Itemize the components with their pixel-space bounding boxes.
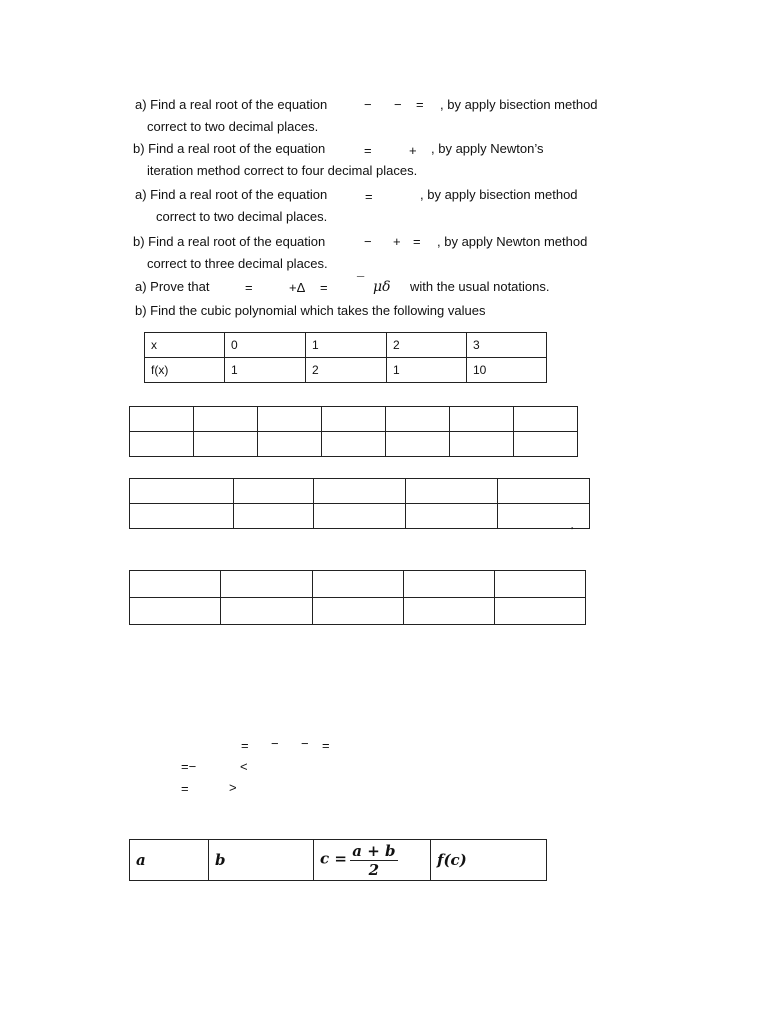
table-cell xyxy=(314,479,406,504)
fraction xyxy=(350,842,397,879)
q3a-text: a) Prove that xyxy=(135,279,210,294)
q2a-sym-1: = xyxy=(365,189,373,204)
table-cell: x xyxy=(145,333,225,358)
q1b-text: b) Find a real root of the equation xyxy=(133,141,326,156)
q2a-cont: correct to two decimal places. xyxy=(156,209,328,224)
table-cell xyxy=(313,571,404,598)
q3a-sym-3: = xyxy=(320,280,328,295)
q2b-sym-1: − xyxy=(364,234,372,249)
table-cell xyxy=(322,407,386,432)
q1b-sym-1: = xyxy=(364,143,372,158)
table-cell xyxy=(514,407,578,432)
cond2-sym-2: < xyxy=(240,759,248,774)
table-cell xyxy=(498,479,590,504)
table-row xyxy=(130,598,586,625)
q3a-tail: with the usual notations. xyxy=(410,279,550,294)
table-cell xyxy=(495,571,586,598)
header-a-label: a xyxy=(136,851,146,869)
q2a-tail: , by apply bisection method xyxy=(420,187,578,202)
table-cell: 1 xyxy=(225,358,306,383)
table-cell xyxy=(130,407,194,432)
table-cell xyxy=(450,432,514,457)
header-fc xyxy=(431,840,547,881)
q2b-text: b) Find a real root of the equation xyxy=(133,234,326,249)
table-cell: f(x) xyxy=(145,358,225,383)
table-cell: 2 xyxy=(306,358,387,383)
cond1-sym-3: − xyxy=(301,736,309,751)
table-cell xyxy=(130,504,234,529)
table-cell xyxy=(234,479,314,504)
empty-table-3 xyxy=(129,570,586,625)
q3a-sym-1: = xyxy=(245,280,253,295)
cond3-sym-2: > xyxy=(229,780,237,795)
table-cell: 1 xyxy=(306,333,387,358)
table-cell xyxy=(404,571,495,598)
table-cell: 2 xyxy=(387,333,467,358)
fraction-numerator: a + b xyxy=(352,841,396,860)
q2b-cont: correct to three decimal places. xyxy=(147,256,328,271)
fraction-denominator: 2 xyxy=(368,860,380,879)
header-a xyxy=(130,840,209,881)
values-table xyxy=(144,332,547,383)
table-cell xyxy=(258,432,322,457)
header-c-label: c = xyxy=(320,849,347,868)
stray-mark: ’ xyxy=(571,526,574,537)
table-cell xyxy=(258,407,322,432)
table-cell xyxy=(314,504,406,529)
table-cell xyxy=(130,571,221,598)
table-cell: 1 xyxy=(387,358,467,383)
q3a-sym-5: μδ xyxy=(373,279,391,295)
table-cell xyxy=(130,432,194,457)
q2b-tail: , by apply Newton method xyxy=(437,234,588,249)
table-row xyxy=(145,358,547,383)
table-cell xyxy=(406,504,498,529)
table-cell xyxy=(194,407,258,432)
q2a-text: a) Find a real root of the equation xyxy=(135,187,328,202)
empty-table-2 xyxy=(129,478,590,529)
table-cell xyxy=(130,598,221,625)
table-cell xyxy=(221,571,313,598)
table-row xyxy=(130,840,547,881)
header-b-label: b xyxy=(215,851,226,869)
q2b-sym-2: + xyxy=(393,234,401,249)
header-b xyxy=(209,840,314,881)
q2b-sym-3: = xyxy=(413,234,421,249)
cond2-sym-1: =− xyxy=(181,759,197,774)
table-cell xyxy=(498,504,590,529)
table-cell xyxy=(495,598,586,625)
table-cell xyxy=(450,407,514,432)
table-row xyxy=(130,407,578,432)
q1a-sym-1: − xyxy=(364,97,372,112)
cond3-sym-1: = xyxy=(181,781,189,796)
cond1-sym-2: − xyxy=(271,736,279,751)
q1b-sym-2: + xyxy=(409,143,417,158)
table-cell xyxy=(406,479,498,504)
q1a-text: a) Find a real root of the equation xyxy=(135,97,328,112)
table-cell xyxy=(386,432,450,457)
q3b-text: b) Find the cubic polynomial which takes the following values xyxy=(135,303,486,318)
bisection-table xyxy=(129,839,547,881)
q3a-sym-4: ¯ xyxy=(357,274,365,289)
header-fc-label: f(c) xyxy=(437,851,467,869)
table-cell: 0 xyxy=(225,333,306,358)
table-row xyxy=(130,571,586,598)
cond1-sym-4: = xyxy=(322,738,330,753)
table-row xyxy=(130,504,590,529)
table-cell xyxy=(514,432,578,457)
q1b-tail: , by apply Newton’s xyxy=(431,141,544,156)
table-cell xyxy=(404,598,495,625)
table-row xyxy=(130,432,578,457)
q1a-tail: , by apply bisection method xyxy=(440,97,598,112)
table-cell xyxy=(221,598,313,625)
q1b-cont: iteration method correct to four decimal places. xyxy=(147,163,418,178)
q1a-sym-2: − xyxy=(394,97,402,112)
table-cell xyxy=(322,432,386,457)
q1a-sym-3: = xyxy=(416,97,424,112)
table-cell xyxy=(234,504,314,529)
q3a-sym-2: +Δ xyxy=(289,280,306,295)
q1a-cont: correct to two decimal places. xyxy=(147,119,319,134)
header-c xyxy=(314,840,431,881)
table-cell: 3 xyxy=(467,333,547,358)
table-cell xyxy=(194,432,258,457)
table-cell: 10 xyxy=(467,358,547,383)
cond1-sym-1: = xyxy=(241,738,249,753)
table-cell xyxy=(313,598,404,625)
empty-table-1 xyxy=(129,406,578,457)
table-row xyxy=(130,479,590,504)
table-cell xyxy=(386,407,450,432)
table-cell xyxy=(130,479,234,504)
table-row xyxy=(145,333,547,358)
